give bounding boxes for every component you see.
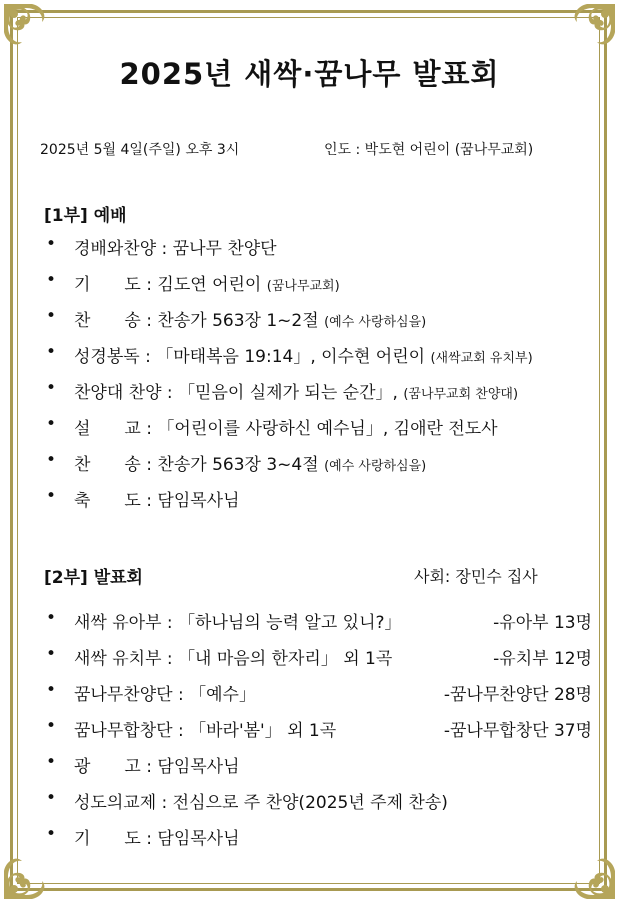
label-separator: : bbox=[161, 649, 179, 669]
program-label: 광 고 bbox=[74, 757, 141, 777]
bullet-icon: • bbox=[45, 716, 57, 736]
bullet-icon: • bbox=[45, 270, 57, 290]
program-detail: 「내 마음의 한자리」 외 1곡 bbox=[178, 649, 393, 669]
program-item bbox=[44, 788, 592, 812]
bullet-icon: • bbox=[45, 752, 57, 772]
bullet-icon: • bbox=[45, 414, 57, 434]
program-note: (꿈나무교회 찬양대) bbox=[403, 387, 519, 402]
bullet-icon: • bbox=[45, 644, 57, 664]
host-name: 사회: 장민수 집사 bbox=[414, 567, 538, 586]
program-line bbox=[74, 486, 240, 511]
label-separator: : bbox=[156, 239, 173, 259]
program-item bbox=[44, 414, 584, 438]
program-item bbox=[44, 270, 584, 294]
bullet-icon: • bbox=[45, 608, 57, 628]
label-separator: : bbox=[140, 757, 158, 777]
program-detail: 찬송가 563장 3~4절 bbox=[157, 455, 325, 475]
bullet-icon: • bbox=[45, 680, 57, 700]
bullet-icon: • bbox=[45, 306, 57, 326]
program-line bbox=[74, 716, 336, 741]
program-label: 새싹 유치부 bbox=[74, 649, 162, 669]
program-detail: 전심으로 주 찬양(2025년 주제 찬송) bbox=[172, 793, 448, 813]
bullet-icon: • bbox=[45, 342, 57, 362]
program-detail: 「어린이를 사랑하신 예수님」, 김애란 전도사 bbox=[157, 419, 498, 439]
program-label: 기 도 bbox=[74, 829, 141, 849]
program-detail: 「믿음이 실제가 되는 순간」, bbox=[178, 383, 404, 403]
label-separator: : bbox=[172, 721, 190, 741]
corner-ornament-icon bbox=[557, 841, 617, 901]
program-line bbox=[74, 788, 448, 813]
program-item bbox=[44, 644, 592, 668]
performer-count: -꿈나무합창단 37명 bbox=[443, 721, 592, 741]
performer-count: -유아부 13명 bbox=[493, 613, 592, 633]
program-note: (예수 사랑하심을) bbox=[324, 459, 427, 474]
program-label: 새싹 유아부 bbox=[74, 613, 162, 633]
program-line bbox=[74, 342, 533, 367]
bullet-icon: • bbox=[45, 788, 57, 808]
program-label: 기 도 bbox=[74, 275, 141, 295]
program-line bbox=[74, 414, 498, 439]
label-separator: : bbox=[140, 491, 158, 511]
program-item bbox=[44, 378, 584, 402]
program-line bbox=[74, 824, 240, 849]
program-item bbox=[44, 234, 584, 258]
corner-ornament-icon bbox=[2, 841, 62, 901]
bullet-icon: • bbox=[45, 234, 57, 254]
label-separator: : bbox=[140, 311, 158, 331]
worship-leader: 인도 : 박도현 어린이 (꿈나무교회) bbox=[324, 142, 534, 158]
program-label: 찬양대 찬양 bbox=[74, 383, 162, 403]
program-item bbox=[44, 608, 592, 632]
label-separator: : bbox=[161, 383, 179, 403]
program-line bbox=[74, 270, 340, 295]
program-detail: 「바라'봄'」 외 1곡 bbox=[189, 721, 337, 741]
program-item bbox=[44, 450, 584, 474]
program-item bbox=[44, 716, 592, 740]
label-separator: : bbox=[140, 829, 158, 849]
program-item bbox=[44, 680, 592, 704]
bullet-icon: • bbox=[45, 378, 57, 398]
label-separator: : bbox=[161, 613, 179, 633]
program-line bbox=[74, 608, 402, 633]
program-label: 경배와찬양 bbox=[74, 239, 157, 259]
program-line bbox=[74, 644, 392, 669]
program-note: (예수 사랑하심을) bbox=[324, 315, 427, 330]
program-detail: 찬송가 563장 1~2절 bbox=[157, 311, 325, 331]
label-separator: : bbox=[156, 793, 173, 813]
program-line bbox=[74, 234, 277, 259]
bullet-icon: • bbox=[45, 486, 57, 506]
program-detail: 담임목사님 bbox=[157, 757, 240, 777]
program-label: 축 도 bbox=[74, 491, 141, 511]
performer-count: -유치부 12명 bbox=[493, 649, 592, 669]
bullet-icon: • bbox=[45, 824, 57, 844]
label-separator: : bbox=[140, 455, 158, 475]
part2-heading: [2부] 발표회 bbox=[44, 568, 143, 588]
part1-heading: [1부] 예배 bbox=[44, 206, 127, 226]
program-line bbox=[74, 680, 256, 705]
program-note: (꿈나무교회) bbox=[266, 279, 340, 294]
performer-count: -꿈나무찬양단 28명 bbox=[443, 685, 592, 705]
program-item bbox=[44, 824, 592, 848]
program-label: 찬 송 bbox=[74, 311, 141, 331]
program-label: 찬 송 bbox=[74, 455, 141, 475]
program-detail: 담임목사님 bbox=[157, 829, 240, 849]
program-detail: 「마태복음 19:14」, 이수현 어린이 bbox=[156, 347, 431, 367]
program-detail: 담임목사님 bbox=[157, 491, 240, 511]
label-separator: : bbox=[140, 275, 158, 295]
program-label: 꿈나무합창단 bbox=[74, 721, 173, 741]
program-detail: 꿈나무 찬양단 bbox=[172, 239, 277, 259]
program-line bbox=[74, 752, 240, 777]
event-datetime: 2025년 5월 4일(주일) 오후 3시 bbox=[40, 142, 240, 158]
program-label: 꿈나무찬양단 bbox=[74, 685, 173, 705]
label-separator: : bbox=[140, 419, 158, 439]
program-line bbox=[74, 306, 426, 331]
program-detail: 「하나님의 능력 알고 있니?」 bbox=[178, 613, 402, 633]
program-item bbox=[44, 752, 592, 776]
program-label: 설 교 bbox=[74, 419, 141, 439]
page-title: 2025년 새싹·꿈나무 발표회 bbox=[119, 57, 500, 91]
program-detail: 김도연 어린이 bbox=[157, 275, 267, 295]
program-note: (새싹교회 유치부) bbox=[430, 351, 533, 366]
bullet-icon: • bbox=[45, 450, 57, 470]
label-separator: : bbox=[139, 347, 157, 367]
program-item bbox=[44, 342, 584, 366]
label-separator: : bbox=[172, 685, 190, 705]
program-item bbox=[44, 306, 584, 330]
program-detail: 「예수」 bbox=[189, 685, 256, 705]
program-line bbox=[74, 450, 426, 475]
program-item bbox=[44, 486, 584, 510]
program-label: 성도의교제 bbox=[74, 793, 157, 813]
program-line bbox=[74, 378, 518, 403]
program-label: 성경봉독 bbox=[74, 347, 140, 367]
